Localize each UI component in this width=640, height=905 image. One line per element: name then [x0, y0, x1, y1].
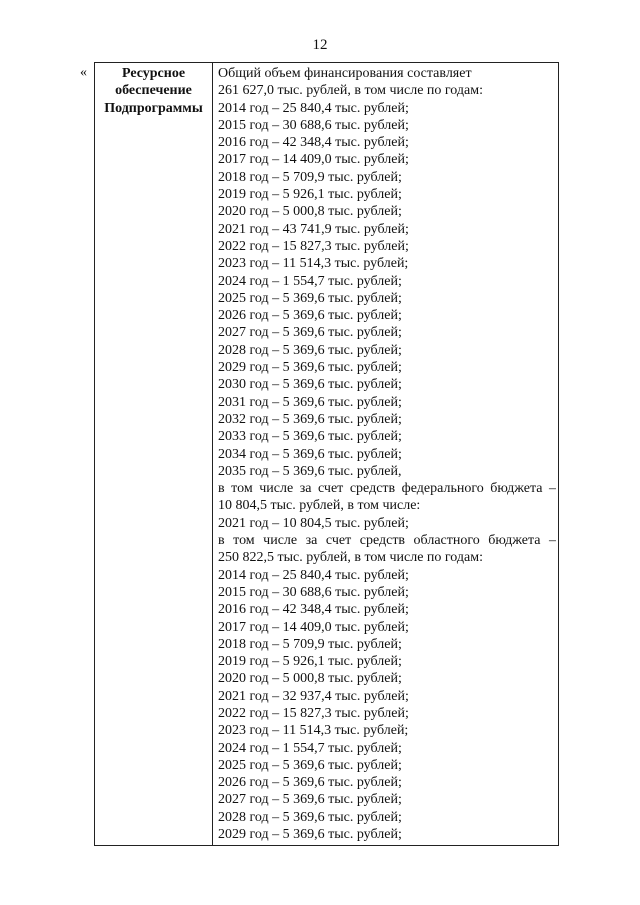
text-line: 2027 год – 5 369,6 тыс. рублей; [218, 325, 402, 341]
text-line: 2024 год – 1 554,7 тыс. рублей; [218, 273, 402, 289]
text-line: 2022 год – 15 827,3 тыс. рублей; [218, 238, 409, 254]
text-line: 2016 год – 42 348,4 тыс. рублей; [218, 602, 409, 618]
row-heading-line: Ресурсное [121, 66, 186, 81]
text-line: 2015 год – 30 688,6 тыс. рублей; [218, 117, 409, 133]
text-line: 2028 год – 5 369,6 тыс. рублей; [218, 809, 402, 825]
text-line: 2017 год – 14 409,0 тыс. рублей; [218, 152, 409, 168]
text-line: 2027 год – 5 369,6 тыс. рублей; [218, 792, 402, 808]
text-line: 2014 год – 25 840,4 тыс. рублей; [218, 567, 409, 583]
text-line: 2021 год – 43 741,9 тыс. рублей; [218, 221, 409, 237]
text-line: 2023 год – 11 514,3 тыс. рублей; [218, 256, 409, 272]
text-line: 2032 год – 5 369,6 тыс. рублей; [218, 411, 402, 427]
row-heading-line: обеспечение [115, 83, 192, 99]
text-line: 2021 год – 32 937,4 тыс. рублей; [218, 688, 409, 704]
text-line: 250 822,5 тыс. рублей, в том числе по годам: [218, 550, 483, 566]
text-line: 2035 год – 5 369,6 тыс. рублей, [218, 463, 402, 479]
text-line: 2014 год – 25 840,4 тыс. рублей; [218, 100, 409, 116]
text-line: 2033 год – 5 369,6 тыс. рублей; [218, 429, 402, 445]
text-line: 2034 год – 5 369,6 тыс. рублей; [218, 446, 402, 462]
text-line: 2018 год – 5 709,9 тыс. рублей; [218, 636, 402, 652]
text-line: 2030 год – 5 369,6 тыс. рублей; [218, 377, 402, 393]
text-line: 2031 год – 5 369,6 тыс. рублей; [218, 394, 402, 410]
opening-quote-mark: « [80, 65, 87, 80]
text-line: 2025 год – 5 369,6 тыс. рублей; [218, 757, 402, 773]
text-line: 2023 год – 11 514,3 тыс. рублей; [218, 723, 409, 739]
text-line: 2021 год – 10 804,5 тыс. рублей; [218, 515, 409, 531]
text-line: 2017 год – 14 409,0 тыс. рублей; [218, 619, 409, 635]
text-line: 2026 год – 5 369,6 тыс. рублей; [218, 775, 402, 791]
text-line: 2029 год – 5 369,6 тыс. рублей; [218, 827, 402, 843]
text-line: в том числе за счет средств областного бюджета – [218, 533, 556, 549]
text-line: 2019 год – 5 926,1 тыс. рублей; [218, 187, 402, 203]
page-number: 12 [312, 37, 328, 53]
text-line: 2029 год – 5 369,6 тыс. рублей; [218, 360, 402, 376]
text-line: 261 627,0 тыс. рублей, в том числе по годам: [218, 83, 483, 99]
text-line: в том числе за счет средств федерального бюджета – [218, 481, 556, 497]
financing-details-cell [213, 65, 556, 843]
resource-provision-table [94, 62, 559, 846]
text-line: 2020 год – 5 000,8 тыс. рублей; [218, 671, 402, 687]
row-heading-cell [95, 65, 212, 117]
row-heading-line: Подпрограммы [104, 100, 203, 116]
text-line: 2022 год – 15 827,3 тыс. рублей; [218, 705, 409, 721]
text-line: 2025 год – 5 369,6 тыс. рублей; [218, 290, 402, 306]
text-line: 2028 год – 5 369,6 тыс. рублей; [218, 342, 402, 358]
text-line: 2019 год – 5 926,1 тыс. рублей; [218, 654, 402, 670]
text-line: 10 804,5 тыс. рублей, в том числе: [218, 498, 421, 514]
text-line: 2024 год – 1 554,7 тыс. рублей; [218, 740, 402, 756]
text-line: 2015 год – 30 688,6 тыс. рублей; [218, 584, 409, 600]
text-line: 2020 год – 5 000,8 тыс. рублей; [218, 204, 402, 220]
text-line: 2016 год – 42 348,4 тыс. рублей; [218, 135, 409, 151]
text-line: 2018 год – 5 709,9 тыс. рублей; [218, 169, 402, 185]
text-line: Общий объем финансирования составляет [218, 66, 472, 81]
text-line: 2026 год – 5 369,6 тыс. рублей; [218, 308, 402, 324]
